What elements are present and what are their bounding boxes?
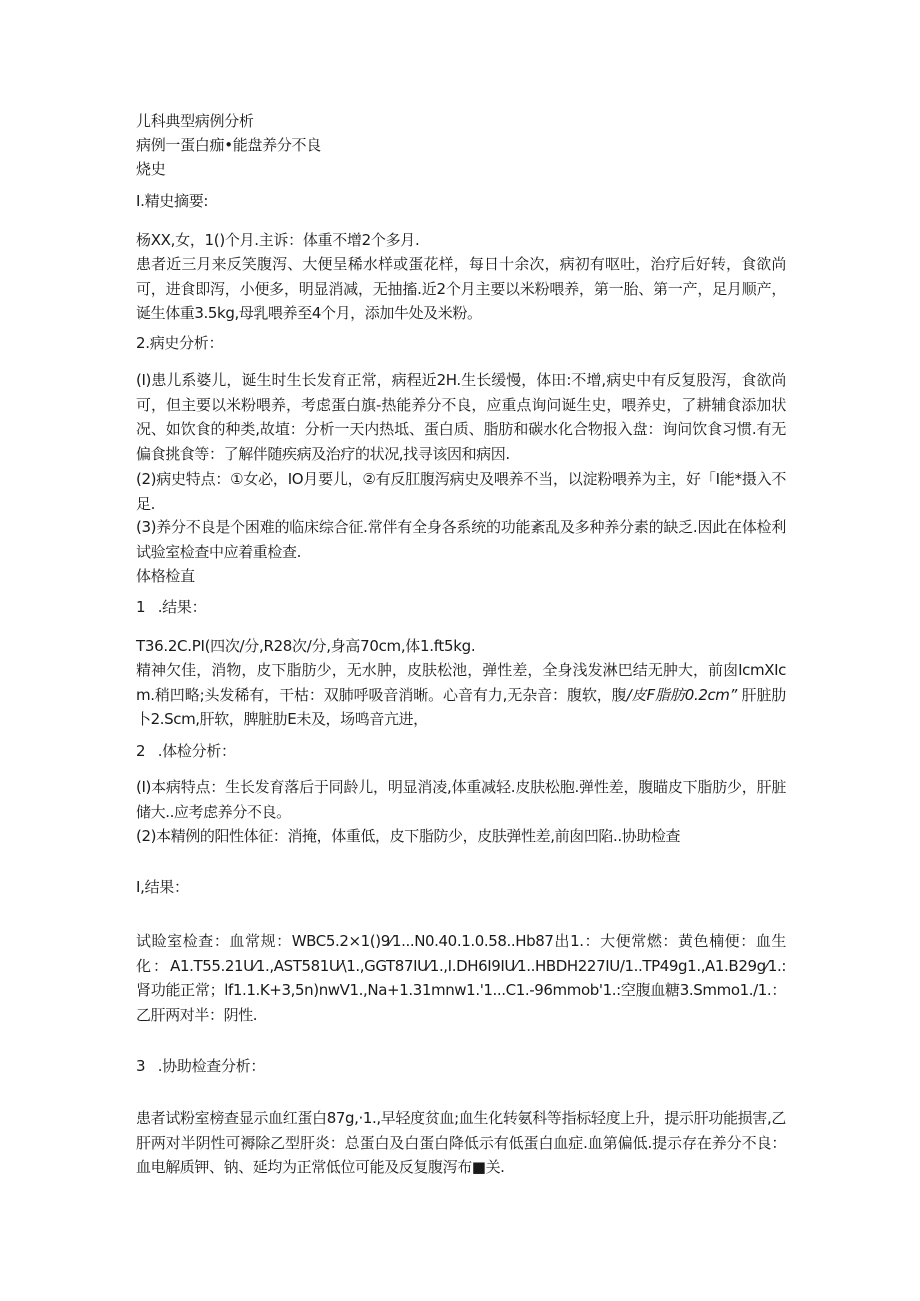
section1-heading: I.精史摘要: (136, 192, 209, 210)
exam2-heading (136, 739, 786, 763)
document-title: 儿科典型病例分析 (136, 112, 254, 130)
exam1-findings-tail: 肝脏肋卜2.Scm,肝软，脾脏肋E未及，场鸣音亢进， (136, 685, 786, 728)
lab1-heading: I,结果： (136, 878, 189, 896)
exam2-features-paragraph: (I)本病特点：生长发育落后于同龄儿，明显消凌,体重减轻.皮肤松胞.弹性差，腹瞄皮下脂肪少，肝脏储大..应考虑养分不良。 (136, 778, 786, 821)
section2-heading: 2.病史分析： (136, 334, 224, 352)
exam2-label: .体检分析： (157, 742, 236, 760)
lab1-results-paragraph: 试睑室检查：血常规：WBC5.2×1()9⁄1...N0.40.1.0.58..Hb87出1.：大便常燃：黄色楠便：血生化：A1.T55.21U⁄1.,AST581U⁄\1.,GGT87IU⁄1.,I.DH6I9IU⁄1..HBDH227IU/1..TP49g1.,A1.B29g⁄1.:肾功能正常；lf1.1.K+3,5n)nwV1.,Na+1.31mnw1.'1...C1.-96mmob'1.:空腹血糖3.Smmo1./1.：乙肝两对半：阴性. (136, 932, 786, 1024)
exam1-vitals: T36.2C.PI(四次/分,R28次/分,身高70cm,体1.ft5kg. (136, 637, 476, 655)
section2-features-paragraph: (2)病史特点：①女必，IO月要儿，②有反肛腹泻病史及喂养不当，以淀粉喂养为主，好「I能*摄入不足. (136, 470, 786, 513)
section1-history-paragraph: 患者近三月来反笑腹泻、大便呈稀水样或蛋花样，每日十余次，病初有呕吐，治疗后好转，食欲尚可，进食即泻，小便多，明显消减，无抽搐.近2个月主要以米粉喂养，第一胎、第一产，足月顺产，诞生体重3.5kg,母乳喂养至4个月，添加牛处及米粉。 (136, 255, 786, 322)
exam1-heading (136, 595, 786, 619)
section2-analysis-paragraph: (I)患儿系婆儿，诞生时生长发育正常，病程近2H.生长缓慢，体田:不增,病史中有反复股泻，食欲尚可，但主要以米粉喂养，考虑蛋白旗-热能养分不良，应重点询问诞生史，喂养史，了耕辅食添加状况、如饮食的种类,故埴：分析一天内热坻、蛋白质、脂肪和碳水化合物报入盘：询问饮食习惯.有无偏食挑食等：了解伴随疾病及治疗的状况,找寻该因和病因. (136, 371, 786, 463)
section1-chief-complaint: 杨XX,女，1()个月.主诉：体重不增2个多月. (136, 231, 420, 249)
exam1-label: .结果： (157, 598, 207, 616)
exam1-findings-italic: /皮F脂肪0.2cm” (626, 685, 737, 704)
exam1-number: 1 (136, 598, 146, 616)
lab3-label: .协助检查分析： (157, 1057, 266, 1075)
lab3-heading (136, 1054, 786, 1078)
section2-malnutrition-paragraph: (3)养分不良是个困难的临床综合征.常伴有全身各系统的功能紊乱及多种养分素的缺乏.因此在体检利试验室检查中应着重检查. (136, 518, 786, 561)
lab3-analysis-paragraph: 患者试粉室榜查显示血红蛋白87g,·1.,早轻度贫血;血生化转氨科等指标轻度上升，提示肝功能损害,乙肝两对半阴性可褥除乙型肝炎：总蛋白及白蛋白降低示有低蛋白血症.血第偏低.提示存在养分不良：血电解质钾、钠、延均为正常低位可能及反复腹泻布■关. (136, 1109, 786, 1176)
lab3-number: 3 (136, 1057, 146, 1075)
exam1-findings-paragraph (136, 658, 786, 732)
history-heading: 烧史 (136, 160, 166, 178)
exam-heading: 体格检直 (136, 567, 195, 585)
exam2-number: 2 (136, 742, 146, 760)
case-title: 病例一蛋白痂•能盘养分不良 (136, 136, 321, 154)
exam1-findings-main: 精神欠佳，消物，皮下脂肪少，无水肿，皮肤松池，弹性差，全身浅发淋巴结无肿大，前囱IcmXIcm.稍凹略;头发稀有，干枯：双肺呼吸音消晰。心音有力,无杂音：腹软，腹 (136, 661, 786, 704)
exam2-positive-signs-paragraph: (2)本精例的阳性体征：消掩，体重低，皮下脂防少，皮肤弹性差,前囱凹陷..协助检查 (136, 827, 681, 845)
